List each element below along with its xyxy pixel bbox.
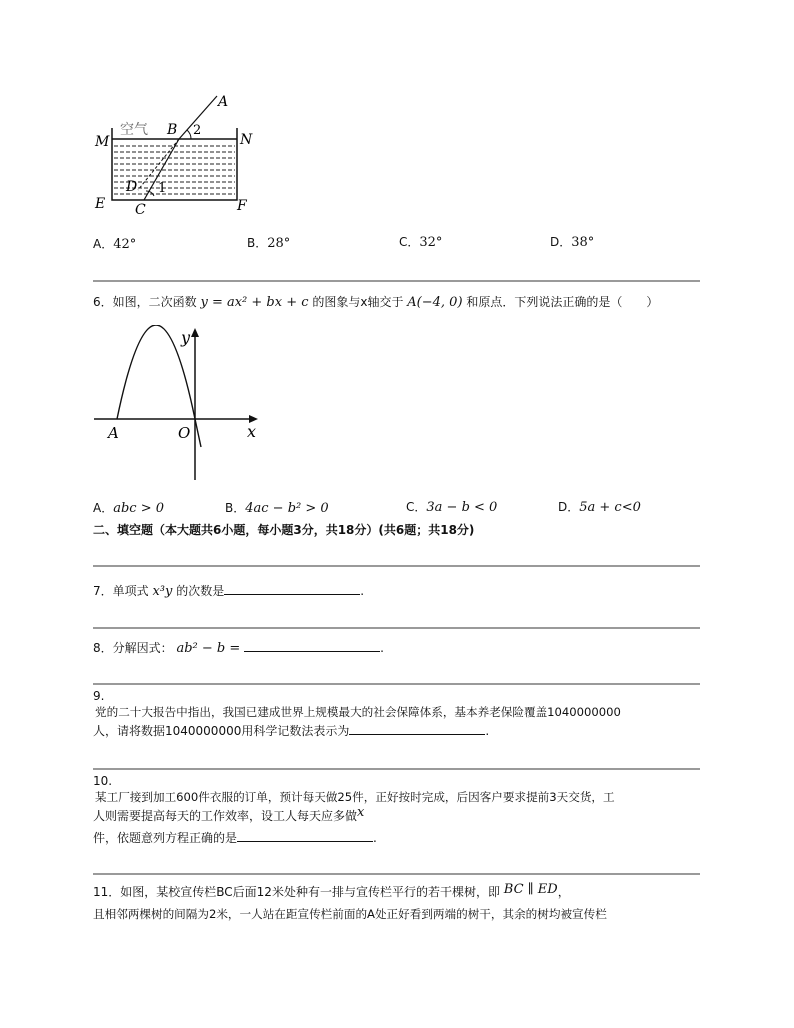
divider [93,768,700,770]
q6-formula: y = ax² + bx + c [200,295,309,310]
q7-stem [93,582,364,600]
option-value: abc > 0 [113,501,164,516]
answer-blank[interactable] [244,639,380,652]
label-c: C [135,202,146,218]
q11-line1-text: 11．如图，某校宣传栏BC后面12米处种有一排与宣传栏平行的若干棵树，即 [93,885,500,899]
q10-var: x [357,805,365,820]
q6-suffix: 和原点．下列说法正确的是（ ） [466,295,659,309]
option-letter: D． [558,500,580,514]
q6-point: A(−4, 0) [407,295,463,310]
option-letter: B． [247,236,268,250]
option-letter: B． [225,501,246,515]
q9-number: 9. [93,689,105,703]
divider [93,565,700,567]
q10-line1: 某工厂接到加工600件衣服的订单，预计每天做25件，正好按时完成，后因客户要求提前3天交货，工 [95,790,615,804]
label-n: N [240,132,253,148]
option-letter: A． [93,501,114,515]
q6-option-b [225,500,329,517]
label-f: F [237,198,247,214]
q10-line2 [93,805,365,825]
q7-formula: x³y [152,584,173,599]
label-e: E [95,196,106,212]
answer-blank[interactable] [349,722,485,735]
label-air: 空气 [120,122,148,138]
label-b: B [167,122,178,138]
label-a: A [108,424,119,442]
label-2: 2 [193,123,202,138]
q8-stem [93,639,384,657]
q10-line3-text: 件，依题意列方程正确的是 [93,831,238,845]
q6-middle: 的图象与x轴交于 [312,295,404,309]
answer-blank[interactable] [224,582,360,595]
option-letter: D． [550,235,572,249]
q6-prefix: 6．如图，二次函数 [93,295,197,309]
q7-prefix: 7．单项式 [93,584,149,598]
q8-end: . [380,641,384,655]
q11-comma: ， [557,885,570,899]
option-value: 38° [571,235,595,250]
option-value: 28° [267,236,291,251]
q5-option-d [550,234,594,251]
label-1: 1 [158,181,167,196]
q6-parabola-graph [92,325,267,485]
q5-option-a [93,236,136,253]
q11-line2: 且相邻两棵树的间隔为2米，一人站在距宣传栏前面的A处正好看到两端的树干，其余的树均被宣传栏 [93,907,607,921]
divider [93,280,700,282]
q5-option-c [399,234,442,251]
q6-stem [93,294,658,311]
q5-option-b [247,235,290,252]
option-value: 3a − b < 0 [426,500,498,515]
divider [93,873,700,875]
divider [93,627,700,629]
option-letter: A． [93,237,114,251]
q11-line1 [93,884,570,901]
q5-refraction-figure [92,90,262,220]
option-value: 4ac − b² > 0 [245,501,329,516]
q8-prefix: 8．分解因式： [93,641,173,655]
answer-blank[interactable] [237,829,373,842]
q9-line2-text: 人，请将数据1040000000用科学记数法表示为 [93,724,350,738]
label-y: y [181,328,191,347]
q6-option-d [558,499,641,516]
q7-end: . [360,584,365,598]
q10-line2-text: 人则需要提高每天的工作效率，设工人每天应多做 [93,809,358,823]
q10-number: 10. [93,774,113,788]
label-d: D [126,179,138,195]
angle-2-arc [187,130,191,139]
q9-line1: 党的二十大报告中指出，我国已建成世界上规模最大的社会保障体系，基本养老保险覆盖1040000000 [95,705,621,719]
q6-option-c [406,499,497,516]
q10-end: . [373,831,377,845]
label-m: M [95,134,110,150]
label-a: A [218,94,229,110]
y-axis-arrow-icon [191,328,199,337]
section-header: 二、填空题（本大题共6小题，每小题3分，共18分）(共6题；共18分) [93,523,475,537]
label-o: O [178,424,191,442]
q6-option-a [93,500,164,517]
q10-line3 [93,829,377,846]
label-x: x [247,422,257,441]
option-value: 32° [419,235,443,250]
option-value: 42° [113,237,137,252]
q9-end: . [485,724,490,738]
option-value: 5a + c<0 [579,500,641,515]
q9-line2 [93,722,489,739]
option-letter: C． [399,235,420,249]
option-letter: C． [406,500,427,514]
q7-suffix: 的次数是 [176,584,225,598]
divider [93,683,700,685]
q11-formula: BC ∥ ED [503,882,558,897]
q8-formula: ab² − b = [176,641,241,656]
